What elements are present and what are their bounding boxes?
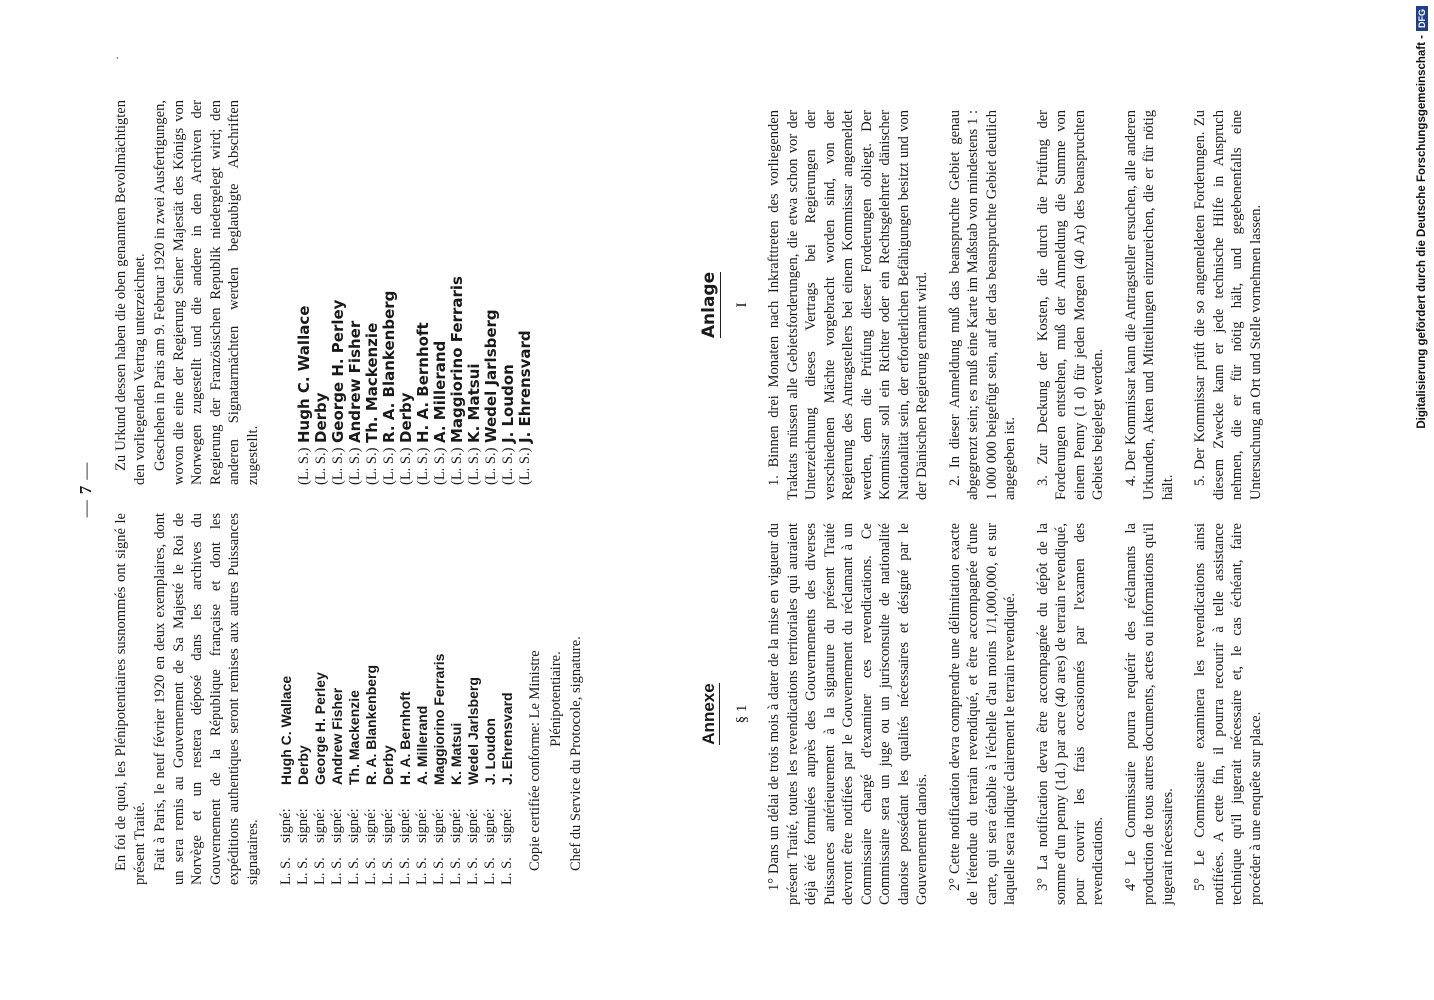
signature-row: L. S. signé: George H. Perley (312, 672, 328, 885)
signature-row: L. S. signé: K. Matsui (448, 722, 464, 885)
signature-row: (L. S.) Andrew Fisher (346, 320, 364, 485)
dfg-funding-notice (1414, 6, 1430, 996)
certified-copy-line-2: Plénipotentiaire. (547, 651, 564, 747)
german-signature-list (296, 100, 534, 485)
signature-row: (L. S.) Maggiorino Ferraris (448, 276, 466, 485)
page-number: —7— (76, 462, 95, 518)
section-heading: § 1 (733, 704, 750, 724)
annex-paragraph-3: 3° La notification devra être accompagnée du dépôt de la somme d'un penny (1d.) par acre (40 ares) de terrain revendiqué, pour couvrir les frais occasionnés par l'examen des revendications. (1034, 523, 1106, 905)
section-heading: I (733, 302, 750, 308)
protocol-chief-line: Chef du Service du Protocole, signature. (568, 636, 584, 871)
anlage-paragraph-3: 3. Zur Deckung der Kosten, die durch die Prüfung der Forderungen entstehen, muß der Anmeldung die Summe von einem Penny (1 d) für jeden Morgen (40 Ar) des beanspruchten Gebiets beigelegt werden. (1034, 110, 1106, 500)
signature-row: L. S. signé: R. A. Blankenberg (363, 664, 379, 885)
french-done-at-paragraph: Fait à Paris, le neuf février 1920 en deux exemplaires, dont un sera remis au Gouvernement de Sa Majesté le Roi de Norvège et un restera déposé dans les archives du Gouvernement de la République française et dont les expéditions authentiques seront remises aux autres Puissances signataires. (152, 513, 261, 885)
signature-row: (L. S.) Derby (312, 392, 330, 485)
anlage-paragraph-5: 5. Der Kommissar prüft die so angemeldeten Forderungen. Zu diesem Zwecke kann er jede technische Hilfe in Anspruch nehmen, die er für nötig hält, und gegebenenfalls eine Untersuchung an Ort und Stelle vornehmen lassen. (1192, 110, 1264, 500)
signature-row: (L. S.) Hugh C. Wallace (295, 305, 313, 485)
signature-row: L. S. signé: A. Millerand (414, 705, 430, 885)
signature-row: L. S. signé: Hugh C. Wallace (278, 675, 294, 885)
german-closing-paragraph: Zu Urkund dessen haben die oben genannten Bevollmächtigten den vorliegenden Vertrag unterzeichnet. (113, 100, 148, 485)
signature-row: (L. S.) J. Loudon (499, 364, 517, 485)
signature-row: (L. S.) J. Ehrensvard (516, 330, 534, 485)
dfg-text: Digitalisierung gefördert durch die Deutsche Forschungsgemeinschaft - (1416, 35, 1428, 429)
french-closing-paragraph: En foi de quoi, les Plénipotentiaires susnommés ont signé le présent Traité. (113, 513, 148, 885)
signature-row: (L. S.) H. A. Bernhoft (414, 322, 432, 485)
dfg-logo: DFG (1416, 6, 1428, 31)
french-signature-list (278, 513, 516, 885)
signature-row: (L. S.) K. Matsui (465, 363, 483, 485)
anlage-paragraph-1: 1. Binnen drei Monaten nach Inkrafttreten des vorliegenden Traktats müssen alle Gebietsforderungen, die etwa schon vor der Unterzeichnung dieses Vertrags bei Regierungen der verschiedenen Mächte vorgebracht worden sind, von der Regierung des Antragstellers bei einem Kommissar angemeldet werden, dem die Prüfung dieser Forderungen obliegt. Der Kommissar soll ein Richter oder ein Rechtsgelehrter dänischer Nationalität sein, der erforderlichen Befähigungen besitzt und von der Dänischen Regierung ernannt wird. (766, 110, 930, 500)
annex-paragraph-1: 1° Dans un délai de trois mois à dater de la mise en vigueur du présent Traité, toutes les revendications territoriales qui auraient déjà été formulées auprès des Gouvernements des diverses Puissances antérieurement à la signature du présent Traité devront être notifiées par le Gouvernement du réclamant à un Commissaire chargé d'examiner ces revendications. Ce Commissaire sera un juge ou un jurisconsulte de nationalité danoise possédant les qualités nécessaires et désigné par le Gouvernement danois. (766, 523, 930, 905)
signature-row: L. S. signé: Maggiorino Ferraris (431, 653, 447, 885)
signature-row: (L. S.) R. A. Blankenberg (380, 290, 398, 485)
signature-row: L. S. signé: Wedel Jarlsberg (465, 677, 481, 885)
annex-title: Annexe (699, 683, 718, 745)
german-annex-section (700, 110, 1279, 500)
signature-row: (L. S.) Wedel Jarlsberg (482, 309, 500, 485)
signature-row: L. S. signé: Andrew Fisher (329, 687, 345, 885)
signature-row: (L. S.) George H. Perley (329, 299, 347, 485)
signature-row: (L. S.) A. Millerand (431, 340, 449, 485)
german-done-at-paragraph: Geschehen in Paris am 9. Februar 1920 in zwei Ausfertigungen, wovon die eine der Regierung Seiner Majestät des Königs von Norwegen zugestellt und die andere in den Archiven der Regierung der Französischen Republik niedergelegt wird; den anderen Signatarmächten werden beglaubigte Abschriften zugestellt. (152, 100, 261, 485)
signature-row: L. S. signé: J. Ehrensvard (499, 692, 515, 885)
signature-row: L. S. signé: H. A. Bernhoft (397, 691, 413, 885)
certified-copy-line: Copie certifiée conforme: Le Ministre (527, 650, 543, 871)
anlage-paragraph-2: 2. In dieser Anmeldung muß das beanspruchte Gebiet genau abgegrenzt sein; es muß eine Karte im Maßstab von mindestens 1 : 1 000 000 beigefügt sein, auf der das beanspruchte Gebiet deutlich angegeben ist. (946, 110, 1018, 500)
french-closing-section (112, 513, 588, 885)
signature-row: (L. S.) Derby (397, 392, 415, 485)
signature-row: L. S. signé: Th. Mackenzie (346, 690, 362, 885)
german-closing-section (112, 100, 544, 485)
signature-row: L. S. signé: Derby (380, 745, 396, 885)
french-annex-section (700, 523, 1279, 905)
annex-paragraph-4: 4° Le Commissaire pourra requérir des réclamants la production de tous autres documents, actes ou informations qu'il jugerait nécessaires. (1122, 523, 1176, 905)
stray-mark: · (110, 56, 124, 60)
annex-paragraph-5: 5° Le Commissaire examinera les revendications ainsi notifiées. A cette fin, il pourra recourir à telle assistance technique qu'il jugerait nécessaire et, le cas échéant, faire procéder à une enquête sur place. (1192, 523, 1264, 905)
annex-paragraph-2: 2° Cette notification devra comprendre une délimitation exacte de l'étendue du terrain revendiqué, et être accompagnée d'une carte, qui sera établie à l'échelle d'au moins 1/1,000,000, et sur laquelle sera indiqué clairement le terrain revendiqué. (946, 523, 1018, 905)
signature-row: L. S. signé: Derby (295, 745, 311, 885)
anlage-title: Anlage (699, 271, 719, 339)
signature-row: (L. S.) Th. Mackenzie (363, 322, 381, 485)
signature-row: L. S. signé: J. Loudon (482, 718, 498, 885)
anlage-paragraph-4: 4. Der Kommissar kann die Antragsteller ersuchen, alle anderen Urkunden, Akten und Mitteilungen einzureichen, die er für nötig hält. (1122, 110, 1176, 500)
